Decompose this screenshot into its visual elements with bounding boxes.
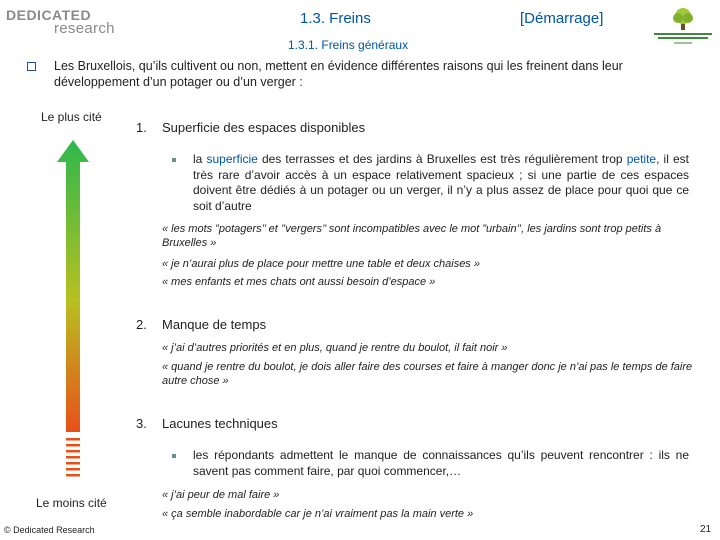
slide-title: 1.3. Freins bbox=[300, 10, 371, 27]
page-number: 21 bbox=[700, 524, 712, 535]
square-bullet-icon bbox=[172, 454, 176, 458]
intro-text: Les Bruxellois, qu’ils cultivent ou non, mettent en évidence différentes raisons qui les freinent dans leur développement d’un potager ou d’un verger : bbox=[54, 59, 623, 89]
checkbox-bullet-icon bbox=[27, 62, 36, 71]
section-3-point: les répondants admettent le manque de connaissances qu’ils peuvent rencontrer : ils ne savent pas comment faire, par quoi commencer,… bbox=[193, 448, 689, 478]
slide-subtitle: 1.3.1. Freins généraux bbox=[288, 38, 409, 52]
section-3-heading: Lacunes techniques bbox=[162, 416, 278, 431]
quote: « je n’aurai plus de place pour mettre une table et deux chaises » bbox=[162, 258, 480, 270]
section-2-heading: Manque de temps bbox=[162, 317, 267, 332]
dedicated-research-logo bbox=[6, 7, 126, 37]
section-1-number: 1. bbox=[136, 120, 147, 135]
logo-text-top: DEDICATED bbox=[6, 7, 92, 23]
point-text: des terrasses et des jardins à Bruxelles est très régulièrement trop bbox=[257, 152, 627, 166]
phase-label: [Démarrage] bbox=[520, 10, 604, 27]
section-1-heading: Superficie des espaces disponibles bbox=[162, 120, 366, 135]
square-bullet-icon bbox=[172, 158, 176, 162]
highlight-petite: petite bbox=[626, 152, 657, 166]
point-text: la bbox=[193, 152, 207, 166]
least-cited-label: Le moins cité bbox=[36, 496, 107, 510]
point-text: , il est très rare d’avoir accès à un espace relativement spacieux ; si une partie de ces espaces doivent être dédiés à un potager ou un verger, il n’y a plus assez de place pour quoi que ce soit d’autre bbox=[193, 152, 690, 213]
quote: « mes enfants et mes chats ont aussi besoin d’espace » bbox=[162, 276, 436, 288]
section-2-number: 2. bbox=[136, 317, 147, 332]
frequency-scale-arrow-icon bbox=[55, 140, 91, 486]
copyright-text: © Dedicated Research bbox=[4, 525, 95, 535]
tree-logo-icon bbox=[650, 4, 716, 48]
highlight-superficie: superficie bbox=[206, 152, 258, 166]
quote: « j’ai d’autres priorités et en plus, quand je rentre du boulot, il fait noir » bbox=[162, 342, 508, 354]
most-cited-label: Le plus cité bbox=[41, 110, 102, 124]
quote: « quand je rentre du boulot, je dois aller faire des courses et faire à manger donc je n’ai pas le temps de faire autre chose » bbox=[162, 361, 693, 387]
section-3-number: 3. bbox=[136, 416, 147, 431]
logo-text-bottom: research bbox=[54, 20, 115, 37]
section-1-point bbox=[193, 152, 689, 214]
quote: « ça semble inabordable car je n’ai vraiment pas la main verte » bbox=[162, 508, 474, 520]
quote: « j’ai peur de mal faire » bbox=[162, 489, 280, 501]
quote: « les mots ”potagers’’ et ’’vergers’’ sont incompatibles avec le mot ”urbain’’, les jardins sont trop petits à Bruxelles » bbox=[162, 223, 662, 249]
